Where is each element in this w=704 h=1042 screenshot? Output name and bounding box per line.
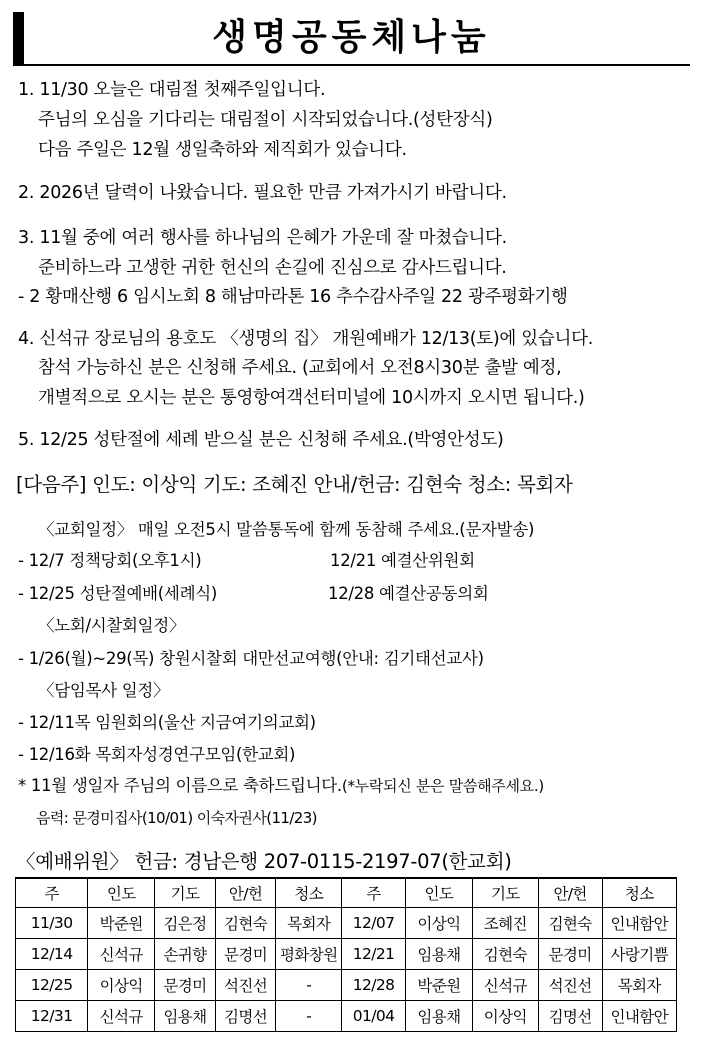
col-header-cleaning: 청소 (276, 878, 342, 908)
notice-3-line-2: 준비하느라 고생한 귀한 헌신의 손길에 진심으로 감사드립니다. (38, 258, 507, 278)
table-cell: 인내함안 (602, 908, 677, 939)
table-cell: 01/04 (342, 1001, 406, 1032)
notice-4: 4. 신석규 장로님의 용호도 〈생명의 집〉 개원예배가 12/13(토)에 있습니다. (18, 329, 593, 349)
table-cell: 조혜진 (472, 908, 538, 939)
table-cell: 12/14 (16, 939, 88, 970)
table-cell: 신석규 (88, 1001, 155, 1032)
page-title: 생명공동체나눔 (212, 17, 491, 58)
table-cell: 12/31 (16, 1001, 88, 1032)
table-cell: 이상익 (405, 908, 472, 939)
table-cell: - (276, 970, 342, 1001)
table-cell: 이상익 (472, 1001, 538, 1032)
table-row (16, 908, 677, 939)
table-cell: 김현숙 (215, 908, 276, 939)
title-bar (13, 12, 690, 66)
pastor-schedule-item-1: - 12/11목 임원회의(울산 지금여기의교회) (18, 713, 316, 732)
notice-2: 2. 2026년 달력이 나왔습니다. 필요한 만큼 가져가시기 바랍니다. (18, 183, 507, 203)
col-header-usher: 안/헌 (538, 878, 602, 908)
worship-committee-table (15, 877, 677, 1032)
notice-4-line-2: 참석 가능하신 분은 신청해 주세요. (교회에서 오전8시30분 출발 예정, (38, 358, 562, 378)
table-header-row (16, 878, 677, 908)
table-cell: 12/07 (342, 908, 406, 939)
table-cell: - (276, 1001, 342, 1032)
table-cell: 석진선 (538, 970, 602, 1001)
table-row (16, 939, 677, 970)
table-cell: 김은정 (155, 908, 216, 939)
birthday-line: * 11월 생일자 주님의 이름으로 축하드립니다. (18, 776, 342, 795)
church-schedule-item-4: 12/28 예결산공동의회 (328, 584, 489, 603)
table-cell: 인내함안 (602, 1001, 677, 1032)
col-header-leader: 인도 (405, 878, 472, 908)
church-schedule-item-3: - 12/25 성탄절예배(세례식) (18, 584, 217, 603)
table-cell: 이상익 (88, 970, 155, 1001)
table-row (16, 1001, 677, 1032)
table-cell: 목회자 (602, 970, 677, 1001)
col-header-cleaning: 청소 (602, 878, 677, 908)
notice-5: 5. 12/25 성탄절에 세례 받으실 분은 신청해 주세요.(박영안성도) (18, 430, 504, 450)
table-cell: 석진선 (215, 970, 276, 1001)
table-cell: 박준원 (88, 908, 155, 939)
table-cell: 임용채 (155, 1001, 216, 1032)
notice-3: 3. 11월 중에 여러 행사를 하나님의 은혜가 가운데 잘 마쳤습니다. (18, 228, 507, 248)
col-header-leader: 인도 (88, 878, 155, 908)
table-cell: 임용채 (405, 1001, 472, 1032)
pastor-schedule-item-2: - 12/16화 목회자성경연구모임(한교회) (18, 745, 296, 764)
notice-1: 1. 11/30 오늘은 대림절 첫째주일입니다. (18, 80, 326, 100)
table-cell: 12/28 (342, 970, 406, 1001)
table-cell: 문경미 (538, 939, 602, 970)
table-cell: 김명선 (538, 1001, 602, 1032)
table-cell: 손귀향 (155, 939, 216, 970)
table-cell: 11/30 (16, 908, 88, 939)
col-header-week: 주 (16, 878, 88, 908)
notice-1-line-2: 주님의 오심을 기다리는 대림절이 시작되었습니다.(성탄장식) (38, 110, 493, 130)
table-cell: 임용채 (405, 939, 472, 970)
church-schedule-item-1: - 12/7 정책당회(오후1시) (18, 551, 202, 570)
table-cell: 신석규 (472, 970, 538, 1001)
table-cell: 문경미 (155, 970, 216, 1001)
table-cell: 신석규 (88, 939, 155, 970)
notice-3-events: - 2 황매산행 6 임시노회 8 해남마라톤 16 추수감사주일 22 광주평화기행 (18, 287, 568, 307)
lunar-birthdays: 음력: 문경미집사(10/01) 이숙자권사(11/23) (36, 809, 317, 827)
church-schedule-header: 〈교회일정〉 매일 오전5시 말씀통독에 함께 동참해 주세요.(문자발송) (38, 520, 535, 539)
col-header-week: 주 (342, 878, 406, 908)
notice-4-line-3: 개별적으로 오시는 분은 통영항여객선터미널에 10시까지 오시면 됩니다.) (38, 388, 585, 408)
notice-1-line-3: 다음 주일은 12월 생일축하와 제직회가 있습니다. (38, 140, 407, 160)
birthday-notice (18, 774, 544, 798)
pastor-schedule-header: 〈담임목사 일정〉 (38, 681, 170, 700)
next-week-roles: [다음주] 인도: 이상익 기도: 조혜진 안내/헌금: 김현숙 청소: 목회자 (16, 473, 573, 496)
col-header-prayer: 기도 (472, 878, 538, 908)
birthday-note: (*누락되신 분은 말씀해주세요.) (341, 777, 544, 795)
table-cell: 박준원 (405, 970, 472, 1001)
table-cell: 문경미 (215, 939, 276, 970)
table-cell: 목회자 (276, 908, 342, 939)
table-cell: 김현숙 (472, 939, 538, 970)
col-header-usher: 안/헌 (215, 878, 276, 908)
presbytery-schedule-item: - 1/26(월)~29(목) 창원시찰회 대만선교여행(안내: 김기태선교사) (18, 649, 484, 668)
table-cell: 사랑기쁨 (602, 939, 677, 970)
table-cell: 김명선 (215, 1001, 276, 1032)
table-cell: 12/25 (16, 970, 88, 1001)
table-cell: 김현숙 (538, 908, 602, 939)
col-header-prayer: 기도 (155, 878, 216, 908)
table-row (16, 970, 677, 1001)
table-cell: 12/21 (342, 939, 406, 970)
table-cell: 평화창원 (276, 939, 342, 970)
presbytery-schedule-header: 〈노회/시찰회일정〉 (38, 616, 186, 635)
committee-header: 〈예배위원〉 헌금: 경남은행 207-0115-2197-07(한교회) (16, 850, 512, 873)
church-schedule-item-2: 12/21 예결산위원회 (330, 551, 475, 570)
